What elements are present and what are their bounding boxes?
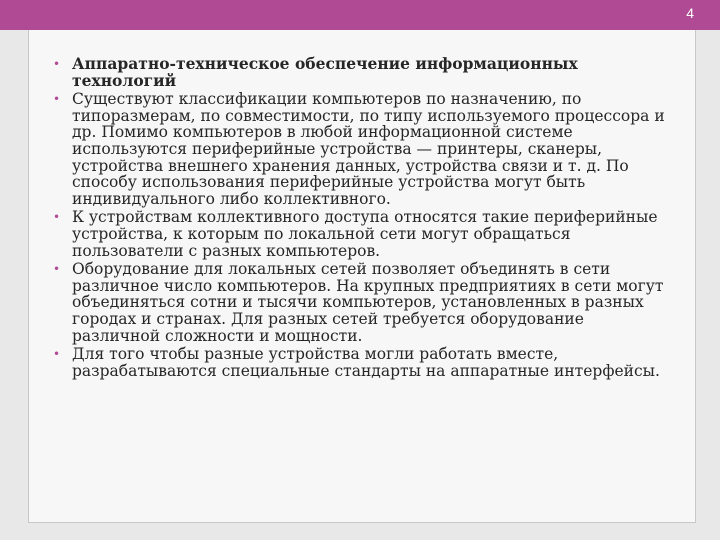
- list-item: [28, 56, 668, 89]
- bullet-icon: •: [53, 347, 61, 362]
- bullet-icon: •: [53, 262, 61, 277]
- bullet-icon: •: [53, 92, 61, 107]
- bullet-icon: •: [53, 210, 61, 225]
- bullet-list: [28, 56, 668, 381]
- bullet-icon: •: [53, 57, 61, 71]
- bullet-text: Оборудование для локальных сетей позволяет объединять в сети различное число компьютеров. На крупных предприятиях в сети могут объединяться сотни и тысячи компьютеров, установленных в разных городах и странах. Для разных сетей требуется оборудование различной сложности и мощности.: [72, 260, 664, 345]
- slide-number: 4: [686, 5, 694, 21]
- list-item: [28, 261, 668, 344]
- bullet-text: К устройствам коллективного доступа относятся такие периферийные устройства, к которым по локальной сети могут обращаться пользователи с разных компьютеров.: [72, 208, 658, 260]
- bullet-text: Существуют классификации компьютеров по назначению, по типоразмерам, по совместимости, по типу используемого процессора и др. Помимо компьютеров в любой информационной системе используются периферийные устройства — принтеры, сканеры, устройства внешнего хранения данных, устройства связи и т. д. По способу использования периферийные устройства могут быть индивидуального либо коллективного.: [72, 90, 665, 208]
- header-band: [0, 0, 720, 30]
- list-item: [28, 209, 668, 259]
- list-item: [28, 91, 668, 207]
- bullet-text: Аппаратно-техническое обеспечение информационных технологий: [72, 54, 578, 90]
- bullet-text: Для того чтобы разные устройства могли работать вместе, разрабатываются специальные стандарты на аппаратные интерфейсы.: [72, 345, 660, 380]
- list-item: [28, 346, 668, 379]
